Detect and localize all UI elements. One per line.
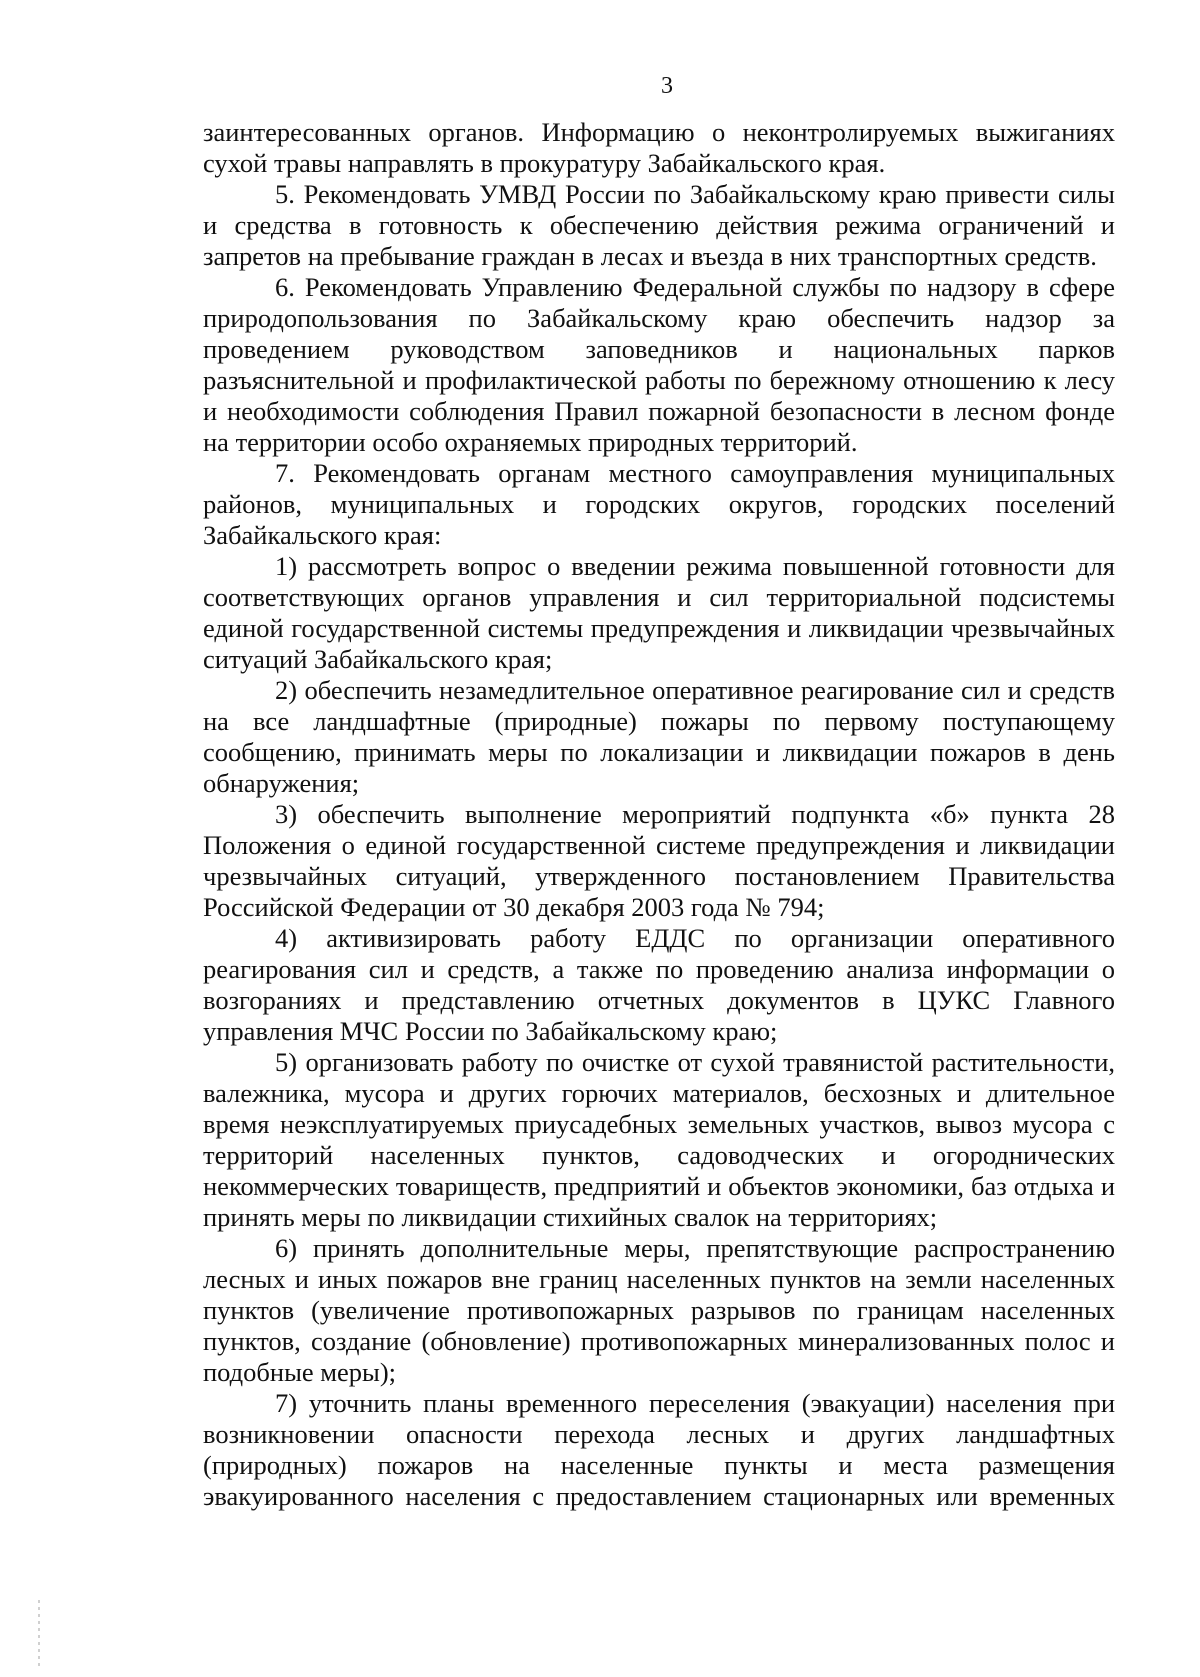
- subitem-6: 6) принять дополнительные меры, препятствующие распространению лесных и иных пожаров вне границ населенных пунктов на земли населенных пунктов (увеличение противопожарных разрывов по границам населенных пунктов, создание (обновление) противопожарных минерализованных полос и подобные меры);: [203, 1233, 1115, 1387]
- page-number: 3: [661, 73, 673, 99]
- subitem-7: 7) уточнить планы временного переселения (эвакуации) населения при возникновении опасности перехода лесных и других ландшафтных (природных) пожаров на населенные пункты и места размещения эвакуированного населения с предоставлением стационарных или временных: [203, 1388, 1115, 1511]
- subitem-2: 2) обеспечить незамедлительное оперативное реагирование сил и средств на все ландшафтные (природные) пожары по первому поступающему сообщению, принимать меры по локализации и ликвидации пожаров в день обнаружения;: [203, 675, 1115, 798]
- paragraph-item-7: 7. Рекомендовать органам местного самоуправления муниципальных районов, муниципальных и городских округов, городских поселений Забайкальского края:: [203, 458, 1115, 550]
- document-body: [203, 117, 1115, 1512]
- scan-edge-artifact: [38, 1600, 40, 1670]
- paragraph-item-5: 5. Рекомендовать УМВД России по Забайкальскому краю привести силы и средства в готовность к обеспечению действия режима ограничений и запретов на пребывание граждан в лесах и въезда в них транспортных средств.: [203, 179, 1115, 271]
- paragraph-continuation: заинтересованных органов. Информацию о неконтролируемых выжиганиях сухой травы направлять в прокуратуру Забайкальского края.: [203, 117, 1115, 178]
- paragraph-item-6: 6. Рекомендовать Управлению Федеральной службы по надзору в сфере природопользования по Забайкальскому краю обеспечить надзор за проведением руководством заповедников и национальных парков разъяснительной и профилактической работы по бережному отношению к лесу и необходимости соблюдения Правил пожарной безопасности в лесном фонде на территории особо охраняемых природных территорий.: [203, 272, 1115, 457]
- subitem-1: 1) рассмотреть вопрос о введении режима повышенной готовности для соответствующих органов управления и сил территориальной подсистемы единой государственной системы предупреждения и ликвидации чрезвычайных ситуаций Забайкальского края;: [203, 551, 1115, 674]
- subitem-4: 4) активизировать работу ЕДДС по организации оперативного реагирования сил и средств, а также по проведению анализа информации о возгораниях и представлению отчетных документов в ЦУКС Главного управления МЧС России по Забайкальскому краю;: [203, 923, 1115, 1046]
- subitem-5: 5) организовать работу по очистке от сухой травянистой растительности, валежника, мусора и других горючих материалов, бесхозных и длительное время неэксплуатируемых приусадебных земельных участков, вывоз мусора с территорий населенных пунктов, садоводческих и огороднических некоммерческих товариществ, предприятий и объектов экономики, баз отдыха и принять меры по ликвидации стихийных свалок на территориях;: [203, 1047, 1115, 1232]
- subitem-3: 3) обеспечить выполнение мероприятий подпункта «б» пункта 28 Положения о единой государственной системе предупреждения и ликвидации чрезвычайных ситуаций, утвержденного постановлением Правительства Российской Федерации от 30 декабря 2003 года № 794;: [203, 799, 1115, 922]
